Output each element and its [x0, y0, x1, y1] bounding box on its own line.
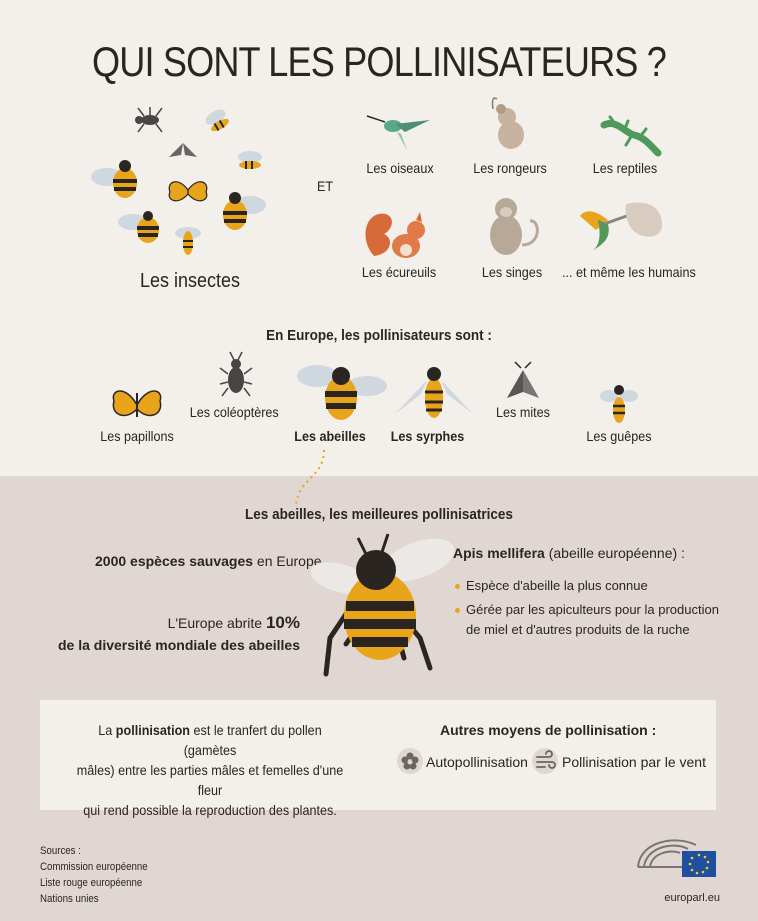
apis-bullet-2: Gérée par les apiculteurs pour la production [455, 600, 719, 620]
species-count-bold: 2000 espèces sauvages [95, 553, 254, 569]
apis-bullets [455, 576, 719, 640]
pollination-info-box [40, 700, 716, 818]
sources [40, 843, 148, 907]
animal-label-squirrels: Les écureuils [361, 264, 437, 280]
apis-heading [453, 545, 713, 561]
apis-heading-rest: (abeille européenne) : [544, 545, 685, 561]
sources-heading: Sources : [40, 845, 81, 857]
animal-label-reptiles: Les reptiles [592, 160, 658, 176]
pollination-definition: La pollinisation est le tranfert du pollen (gamètes mâles) entre les parties mâles et femelles d'une fleur qui rend possible la reproduction des plantes. [76, 722, 344, 818]
europe-diversity [50, 612, 300, 656]
monkey-icon [482, 195, 542, 260]
bees-heading: Les abeilles, les meilleures pollinisatrices [245, 506, 513, 523]
wind-icon [532, 748, 558, 774]
butterfly-icon [110, 385, 164, 425]
insects-cluster-icon [80, 95, 280, 270]
squirrel-icon [362, 208, 432, 260]
species-count [95, 553, 322, 569]
source-item: Nations unies [40, 893, 99, 905]
group-label-hoverflies: Les syrphes [390, 428, 465, 444]
apis-heading-bold: Apis mellifera [453, 545, 545, 561]
europe-diversity-prefix: L'Europe abrite [167, 615, 266, 631]
source-item: Commission européenne [40, 861, 148, 873]
hummingbird-icon [365, 108, 435, 153]
footer-site: europarl.eu [664, 892, 720, 904]
bee-icon [295, 358, 390, 428]
wind-pollination-label: Pollinisation par le vent [562, 754, 706, 770]
group-label-butterflies: Les papillons [100, 428, 174, 444]
flower-icon [397, 748, 423, 774]
europe-heading: En Europe, les pollinisateurs sont : [266, 327, 492, 344]
pollination-term: pollinisation [115, 722, 191, 738]
wasp-icon [600, 380, 638, 428]
europe-diversity-line2: de la diversité mondiale des abeilles [58, 637, 300, 653]
apis-bullet-2-continued: de miel et d'autres produits de la ruche [466, 622, 690, 637]
dotted-connector [290, 448, 330, 510]
hoverfly-icon [393, 358, 475, 428]
lizard-icon [600, 115, 662, 160]
self-pollination-label: Autopollinisation [426, 754, 528, 770]
european-parliament-logo-icon [636, 833, 718, 879]
large-bee-icon [300, 528, 460, 678]
source-item: Liste rouge européenne [40, 877, 143, 889]
beetle-icon [218, 350, 254, 400]
animal-label-monkeys: Les singes [481, 264, 543, 280]
human-pollinating-icon [578, 200, 670, 255]
group-label-bees: Les abeilles [294, 428, 366, 444]
page-title: QUI SONT LES POLLINISATEURS ? [92, 38, 666, 85]
mouse-icon [485, 95, 535, 155]
europe-diversity-percent: 10% [265, 613, 300, 632]
group-label-wasps: Les guêpes [586, 428, 652, 444]
apis-bullet-1: Espèce d'abeille la plus connue [455, 576, 719, 596]
group-label-beetles: Les coléoptères [189, 404, 279, 420]
moth-icon [505, 362, 541, 402]
group-label-moths: Les mites [496, 404, 550, 420]
and-label: ET [316, 178, 334, 194]
insects-label: Les insectes [139, 270, 241, 292]
species-count-rest: en Europe [253, 553, 322, 569]
other-means-heading: Autres moyens de pollinisation : [440, 722, 657, 738]
animal-label-birds: Les oiseaux [366, 160, 434, 176]
animal-label-humans: ... et même les humains [562, 264, 696, 280]
animal-label-rodents: Les rongeurs [473, 160, 547, 176]
